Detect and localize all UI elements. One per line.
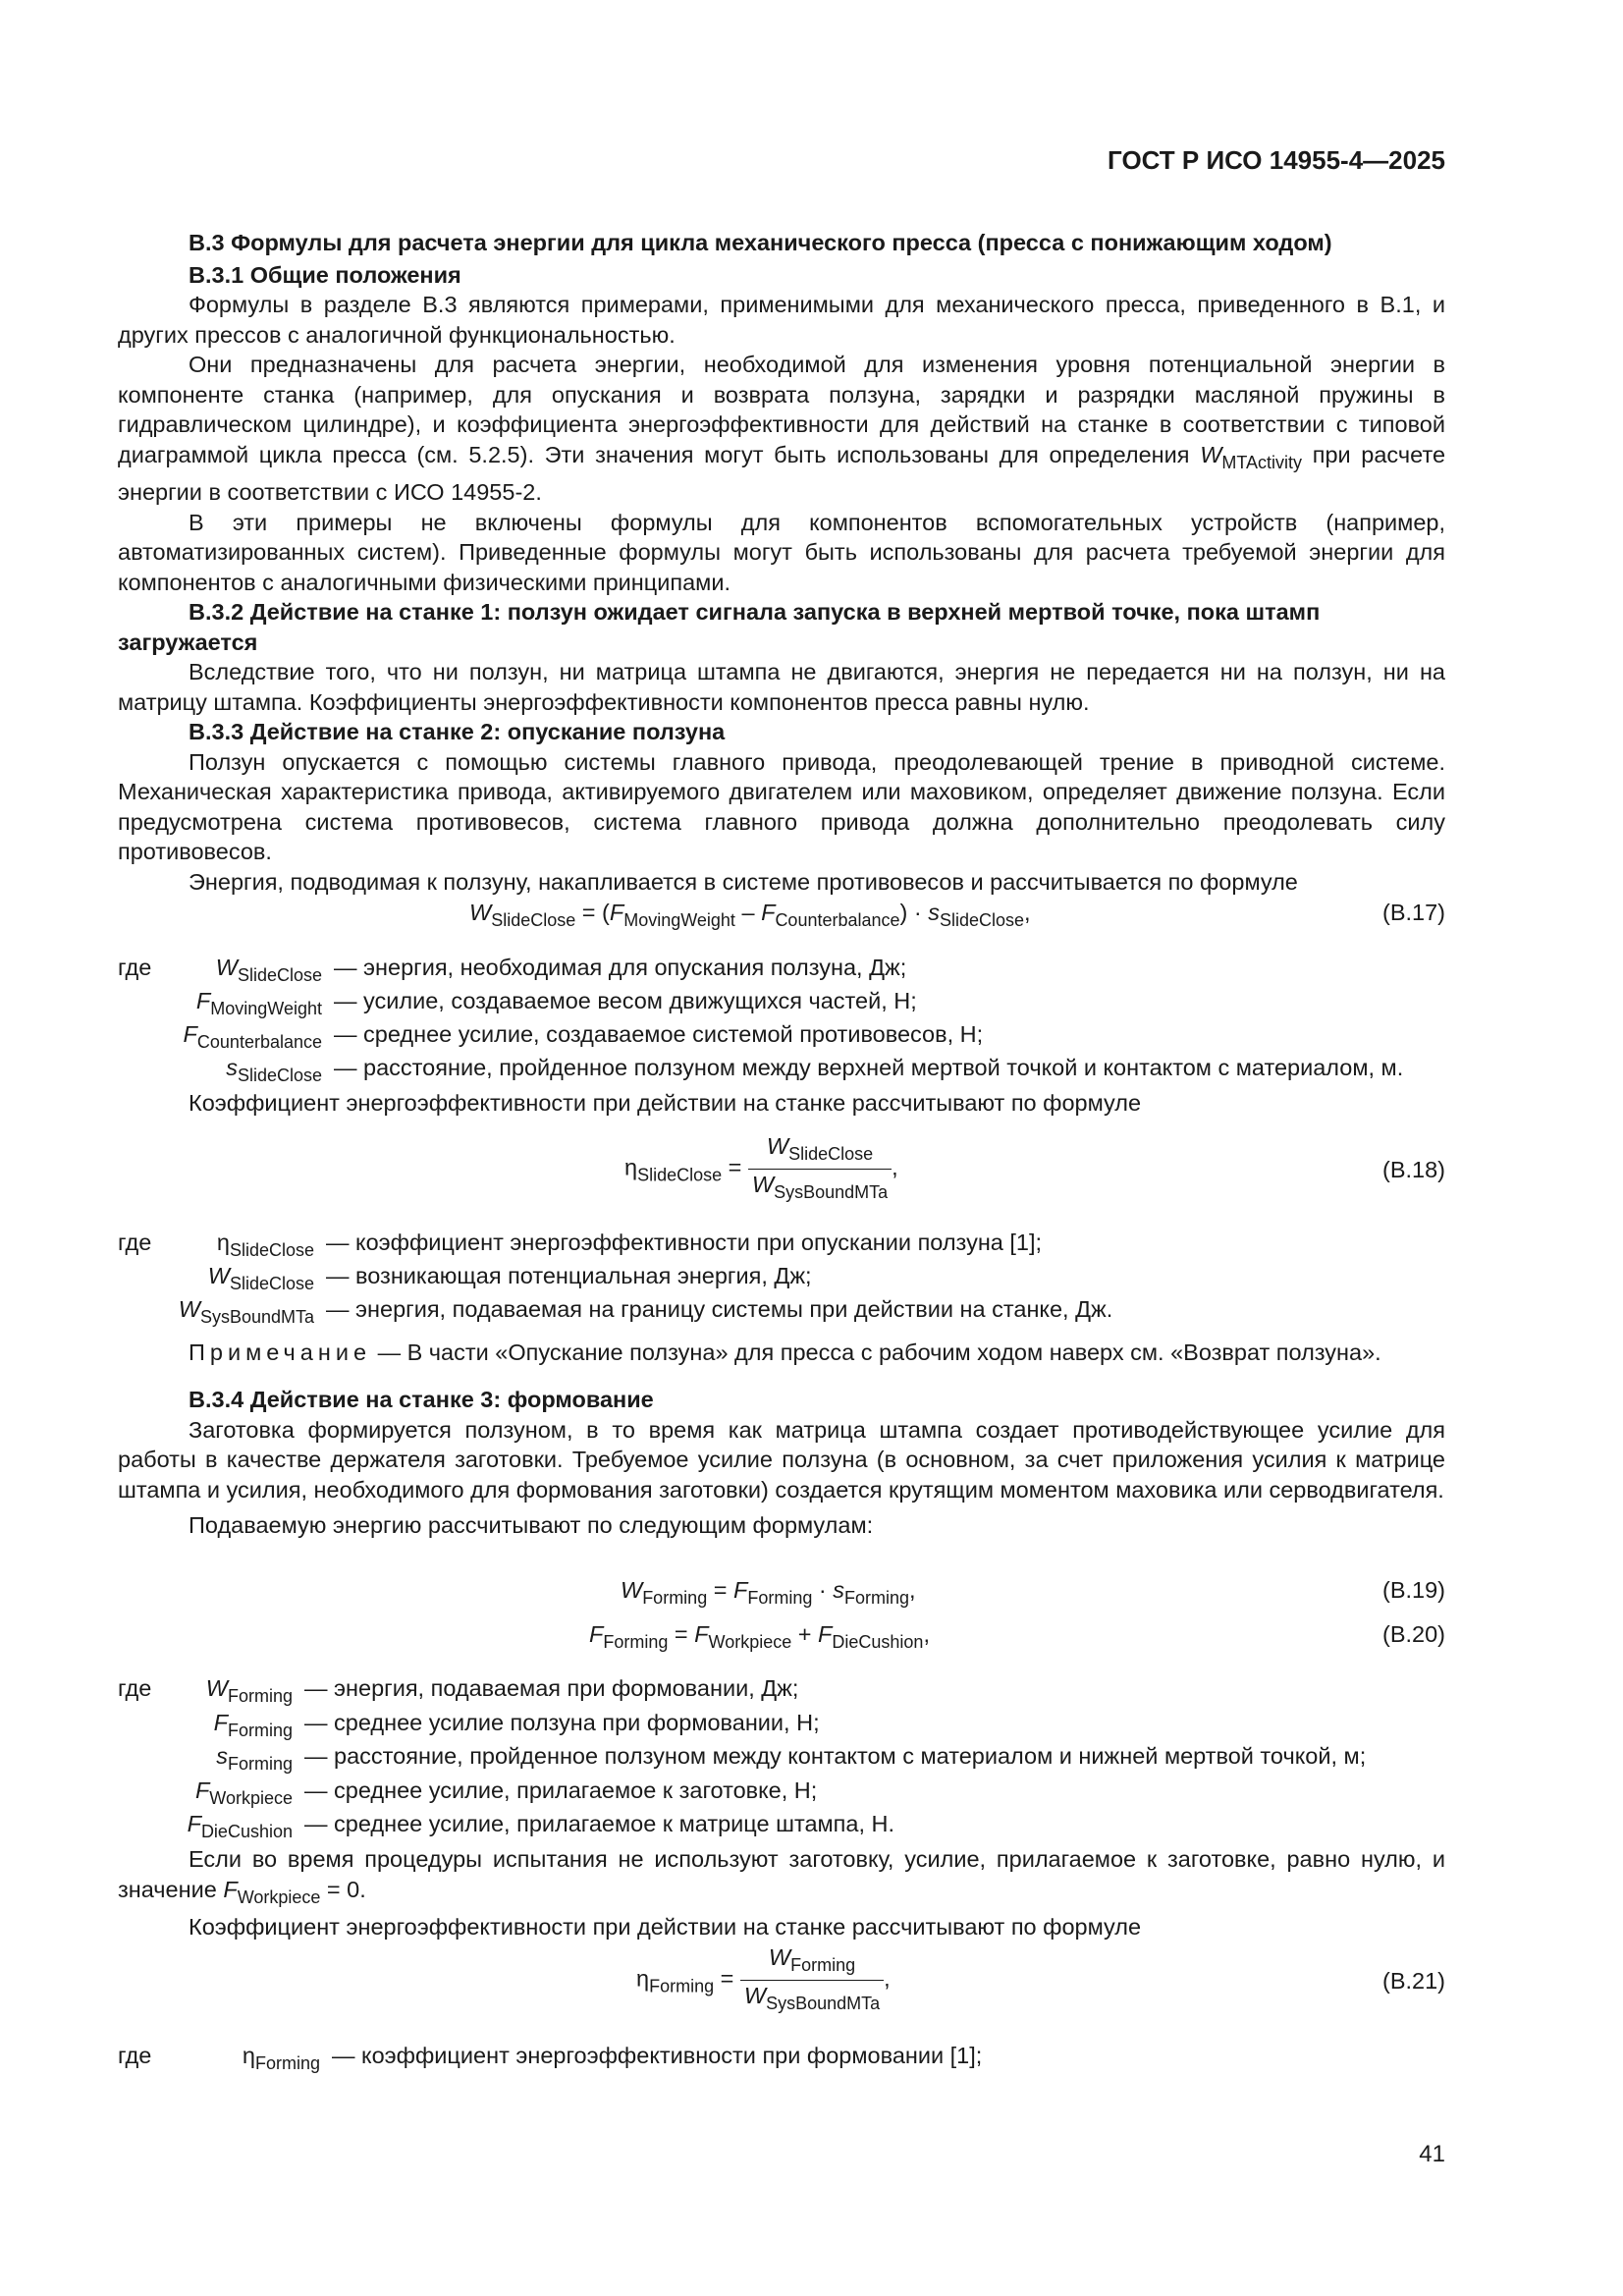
paragraph-p7: Коэффициент энергоэффективности при действии на станке рассчитывают по формуле [189, 1090, 1142, 1116]
paragraph-p4: Вследствие того, что ни ползун, ни матрица штампа не двигаются, энергия не передается ни на ползун, ни на матрицу штампа. Коэффициенты энергоэффективности компонентов пресса равны нулю. [118, 659, 1445, 715]
equation-number-b21: (B.21) [1382, 1968, 1445, 1994]
note-text: — В части «Опускание ползуна» для пресса с рабочим ходом наверх см. «Возврат ползуна». [377, 1339, 1381, 1365]
equation-b18: $\eta_{SlideClose}$ = $\frac{W_{SlideClose}}{W_{SysBoundMTa}}$ , [624, 1131, 898, 1207]
definition-text: — энергия, необходимая для опускания ползуна, Дж; [334, 955, 907, 980]
definition-text: — коэффициент энергоэффективности при опускании ползуна [1]; [326, 1230, 1043, 1255]
equation-b17: $W_{SlideClose} = (F_{MovingWeight} - F_{Counterbalance}) \cdot s_{SlideClose}$, [469, 900, 1031, 930]
equation-number-b18: (B.18) [1382, 1157, 1445, 1182]
paragraph-p9: Подаваемую энергию рассчитывают по следующим формулам: [189, 1512, 874, 1538]
heading-b31: В.3.1 Общие положения [189, 261, 461, 288]
equation-b19: $W_{Forming} = F_{Forming} \cdot s_{Forming}$, [621, 1577, 916, 1608]
heading-b33: В.3.3 Действие на станке 2: опускание ползуна [189, 719, 726, 744]
definition-symbol: $F_{Counterbalance}$ [183, 1021, 322, 1052]
definition-text: — среднее усилие, прилагаемое к матрице штампа, Н. [304, 1811, 895, 1836]
definition-symbol: $W_{SlideClose}$ [207, 1263, 314, 1293]
where-label-17: где [118, 955, 152, 980]
paragraph-p11: Коэффициент энергоэффективности при действии на станке рассчитывают по формуле [189, 1914, 1142, 1940]
definition-symbol: $F_{DieCushion}$ [187, 1811, 293, 1841]
definition-symbol: $F_{Forming}$ [213, 1709, 293, 1740]
page-number: 41 [1419, 2141, 1445, 2167]
heading-b3: В.3 Формулы для расчета энергии для цикла механического пресса (пресса с понижающим ходом) [189, 230, 1332, 255]
definition-text: — расстояние, пройденное ползуном между контактом с материалом и нижней мертвой точкой, м; [304, 1743, 1367, 1769]
definition-symbol: $W_{SysBoundMTa}$ [178, 1296, 314, 1327]
definition-text: — расстояние, пройденное ползуном между верхней мертвой точкой и контактом с материалом, м. [334, 1055, 1404, 1080]
definition-text: — возникающая потенциальная энергия, Дж; [326, 1263, 812, 1288]
definition-text: — энергия, подаваемая при формовании, Дж; [304, 1675, 799, 1701]
definition-symbol: $F_{MovingWeight}$ [195, 988, 322, 1018]
equation-b20: $F_{Forming} = F_{Workpiece} + F_{DieCushion}$, [589, 1621, 930, 1652]
equation-number-b17: (B.17) [1382, 900, 1445, 925]
definition-symbol: $\eta_{SlideClose}$ [216, 1230, 314, 1260]
definition-symbol: $W_{Forming}$ [205, 1675, 293, 1706]
definition-symbol: $s_{SlideClose}$ [226, 1055, 322, 1085]
text-block-2 [118, 1088, 1445, 1119]
equation-number-b20: (B.20) [1382, 1621, 1445, 1647]
definition-text: — среднее усилие ползуна при формовании, Н; [304, 1709, 820, 1735]
paragraph-p2: Они предназначены для расчета энергии, необходимой для изменения уровня потенциальной энергии в компоненте станка (например, для опускания и возврата ползуна, зарядки и разрядки масляной пружины в гидравлическом цилиндре), и коэффициента энергоэффективности для действий на станке в соответствии с типовой диаграммой цикла пресса (см. 5.2.5). Эти значения могут быть использованы для определения $W_{MTActivity}$ при расчете энергии в соответствии с ИСО 14955-2. [118, 352, 1446, 505]
definition-text: — энергия, подаваемая на границу системы при действии на станке, Дж. [326, 1296, 1113, 1322]
definition-text: — коэффициент энергоэффективности при формовании [1]; [332, 2043, 983, 2068]
document-header: ГОСТ Р ИСО 14955-4—2025 [1108, 145, 1445, 175]
where-label-18: где [118, 1230, 152, 1255]
where-label-19: где [118, 1675, 152, 1701]
fraction-b21: $\frac{W_{Forming}}{W_{SysBoundMTa}}$ [740, 1942, 884, 2018]
paragraph-p1: Формулы в разделе В.3 являются примерами, применимыми для механического пресса, приведенного в В.1, и других прессов с аналогичной функциональностью. [118, 292, 1445, 348]
definition-symbol: $F_{Workpiece}$ [194, 1777, 293, 1808]
paragraph-p5: Ползун опускается с помощью системы главного привода, преодолевающей трение в приводной системе. Механическая характеристика привода, активируемого двигателем или маховиком, определяет движение ползуна. Если предусмотрена система противовесов, система главного привода должна дополнительно преодолевать силу противовесов. [118, 748, 1445, 864]
where-label-21: где [118, 2043, 152, 2068]
equation-number-b19: (B.19) [1382, 1577, 1445, 1603]
paragraph-p3: В эти примеры не включены формулы для компонентов вспомогательных устройств (например, автоматизированных систем). Приведенные формулы могут быть использованы для расчета требуемой энергии для компонентов с аналогичными физическими принципами. [118, 509, 1445, 595]
fraction-b18: $\frac{W_{SlideClose}}{W_{SysBoundMTa}}$ [748, 1131, 892, 1207]
definition-symbol: $\eta_{Forming}$ [242, 2043, 320, 2073]
text-block-1 [118, 228, 1445, 897]
definition-symbol: $s_{Forming}$ [216, 1743, 293, 1774]
definition-symbol: $W_{SlideClose}$ [215, 955, 322, 985]
definition-text: — среднее усилие, прилагаемое к заготовке, Н; [304, 1777, 818, 1803]
heading-b34: В.3.4 Действие на станке 3: формование [189, 1387, 654, 1412]
definition-text: — усилие, создаваемое весом движущихся частей, Н; [334, 988, 917, 1013]
definition-text: — среднее усилие, создаваемое системой противовесов, Н; [334, 1021, 984, 1047]
paragraph-p8: Заготовка формируется ползуном, в то время как матрица штампа создает противодействующее усилие для работы в качестве держателя заготовки. Требуемое усилие ползуна (в основном, за счет приложения усилия к матрице штампа и усилия, необходимого для формования заготовки) создается крутящим моментом маховика или серводвигателя. [118, 1416, 1445, 1503]
paragraph-p6: Энергия, подводимая к ползуну, накапливается в системе противовесов и рассчитывается по формуле [189, 868, 1298, 895]
heading-b32: В.3.2 Действие на станке 1: ползун ожидает сигнала запуска в верхней мертвой точке, пока штамп загружается [118, 599, 1321, 655]
note [118, 1338, 1445, 1368]
text-block-3 [118, 1385, 1445, 1541]
note-label: Примечание [189, 1339, 372, 1365]
paragraph-p10: Если во время процедуры испытания не используют заготовку, усилие, прилагаемое к заготовке, равно нулю, и значение $F_{Workpiece} = 0$. [118, 1846, 1445, 1907]
text-block-4 [118, 1844, 1445, 1942]
equation-b21: $\eta_{Forming}$ = $\frac{W_{Forming}}{W_{SysBoundMTa}}$ , [636, 1942, 891, 2018]
